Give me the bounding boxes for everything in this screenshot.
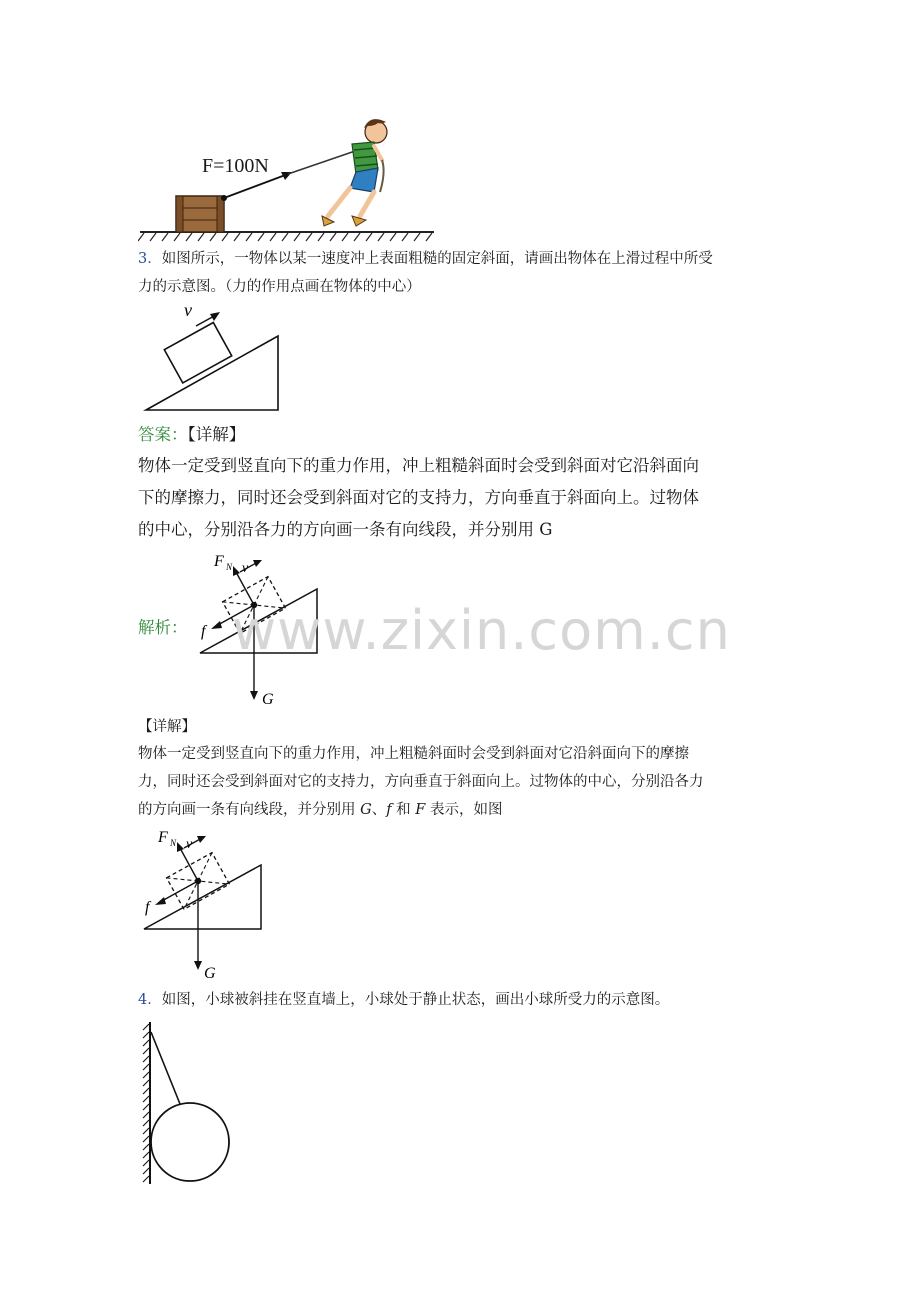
force-diagram-1 bbox=[196, 546, 326, 712]
question-number: 3． bbox=[138, 251, 162, 267]
analysis-label: 解析： bbox=[138, 618, 188, 637]
gravity-label: G bbox=[204, 965, 216, 982]
velocity-label: v bbox=[242, 561, 249, 576]
boy-illustration bbox=[322, 119, 387, 226]
answer-label: 答案： bbox=[138, 425, 188, 444]
force-diagram-2 bbox=[140, 822, 270, 988]
answer-line-1: 物体一定受到竖直向下的重力作用，冲上粗糙斜面时会受到斜面对它沿斜面向 bbox=[138, 456, 699, 475]
question-3-line-1: 3．如图所示，一物体以某一速度冲上表面粗糙的固定斜面，请画出物体在上滑过程中所受 bbox=[138, 251, 713, 267]
question-3-line-2: 力的示意图。（力的作用点画在物体的中心） bbox=[138, 279, 421, 295]
incline-block-figure bbox=[140, 298, 290, 416]
friction-label: f bbox=[145, 899, 150, 916]
velocity-label: v bbox=[186, 837, 193, 852]
boy-pulling-crate-figure bbox=[138, 112, 438, 242]
velocity-label: v bbox=[184, 300, 192, 320]
analysis-line-2: 力，同时还会受到斜面对它的支持力，方向垂直于斜面向上。过物体的中心，分别沿各力 bbox=[138, 774, 704, 790]
normal-force-subscript: N bbox=[226, 562, 233, 572]
friction-label: f bbox=[201, 623, 206, 640]
normal-force-label: F bbox=[158, 829, 168, 846]
analysis-line-3: 的方向画一条有向线段，并分别用 G、f 和 F 表示，如图 bbox=[138, 802, 503, 818]
question-number: 4． bbox=[138, 992, 162, 1008]
watermark: www.zixin.com.cn bbox=[232, 599, 731, 662]
normal-force-subscript: N bbox=[170, 838, 177, 848]
answer-heading-line: 答案：【详解】 bbox=[138, 425, 246, 444]
answer-line-2: 下的摩擦力，同时还会受到斜面对它的支持力，方向垂直于斜面向上。过物体 bbox=[138, 488, 699, 507]
gravity-label: G bbox=[262, 691, 274, 708]
wooden-crate bbox=[176, 196, 224, 232]
analysis-heading: 【详解】 bbox=[138, 719, 196, 735]
force-label: F=100N bbox=[202, 155, 269, 177]
hanging-ball-figure bbox=[140, 1018, 240, 1188]
question-4: 4．如图，小球被斜挂在竖直墙上，小球处于静止状态，画出小球所受力的示意图。 bbox=[138, 992, 670, 1008]
analysis-line-1: 物体一定受到竖直向下的重力作用，冲上粗糙斜面时会受到斜面对它沿斜面向下的摩擦 bbox=[138, 746, 689, 762]
answer-line-3: 的中心，分别沿各力的方向画一条有向线段，并分别用 G bbox=[138, 520, 553, 539]
normal-force-label: F bbox=[214, 553, 224, 570]
